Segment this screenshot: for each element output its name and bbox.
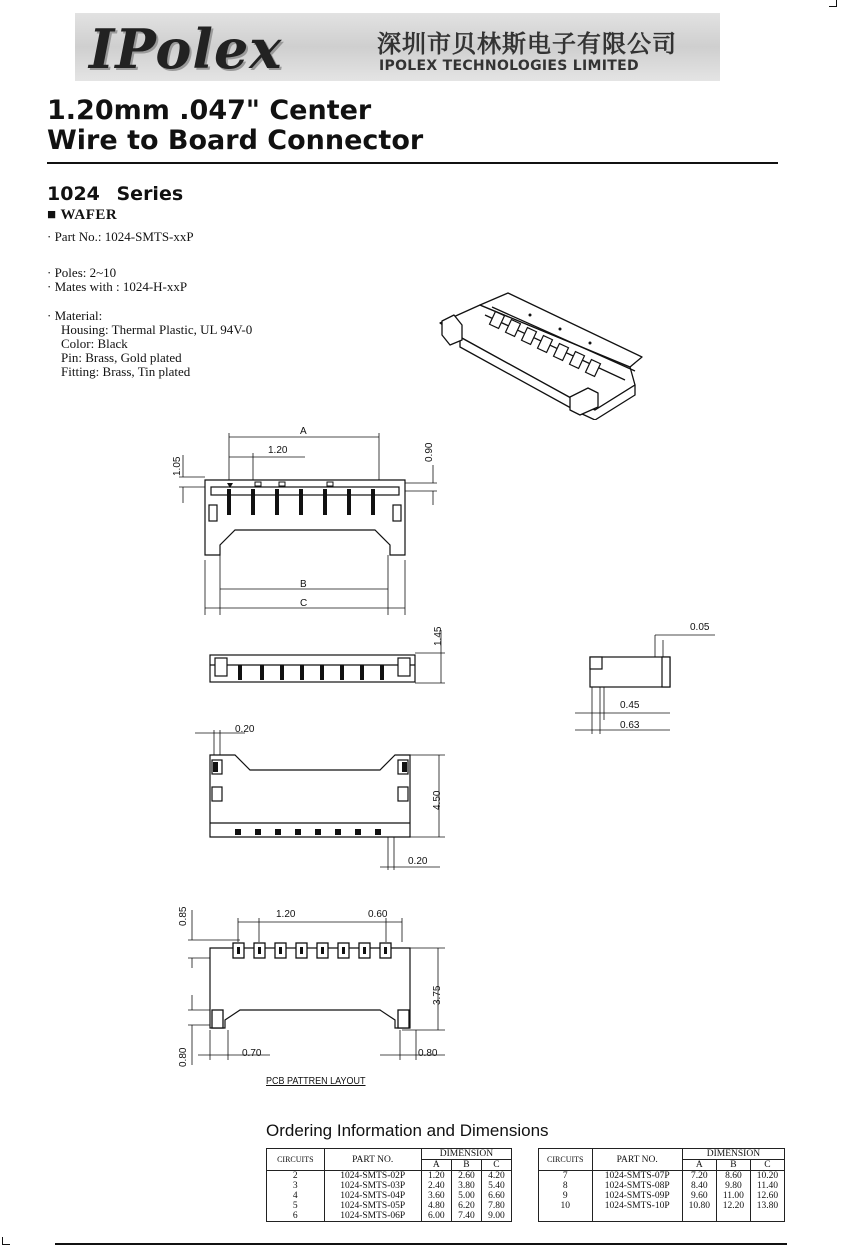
- dim-0-90: 0.90: [424, 442, 435, 462]
- cell-c: 7.80: [481, 1201, 511, 1211]
- cell-b: 5.00: [451, 1191, 481, 1201]
- cell-a: 9.60: [682, 1191, 716, 1201]
- ordering-title: Ordering Information and Dimensions: [266, 1121, 549, 1140]
- cell-empty: [716, 1211, 750, 1222]
- spec-fitting: Fitting: Brass, Tin plated: [61, 364, 191, 379]
- dim-pcb-pitch: 1.20: [276, 909, 296, 920]
- company-logo: IPolex: [89, 17, 283, 81]
- cell-c: 12.60: [750, 1191, 784, 1201]
- cell-circuits: 2: [267, 1171, 325, 1182]
- table-row: [267, 1181, 512, 1191]
- spec-housing: Housing: Thermal Plastic, UL 94V-0: [61, 322, 253, 337]
- col-c: C: [481, 1160, 511, 1171]
- company-name-en: IPOLEX TECHNOLOGIES LIMITED: [379, 58, 639, 74]
- cell-b: 3.80: [451, 1181, 481, 1191]
- spec-mates: · Mates with : 1024-H-xxP: [47, 279, 188, 294]
- ordering-table-left: [266, 1148, 512, 1222]
- cell-a: 4.80: [421, 1201, 451, 1211]
- pcb-layout-drawing: [180, 900, 450, 1070]
- table-row: [267, 1211, 512, 1222]
- dim-0-20-bottom: 0.20: [408, 856, 428, 867]
- cell-c: 4.20: [481, 1171, 511, 1182]
- col-dimension: DIMENSION: [421, 1149, 511, 1160]
- cell-a: 7.20: [682, 1171, 716, 1182]
- side-view-drawing: [575, 630, 715, 740]
- footer-divider: [55, 1243, 787, 1245]
- spec-pin: Pin: Brass, Gold plated: [61, 350, 182, 365]
- cell-b: 2.60: [451, 1171, 481, 1182]
- dim-0-80-left: 0.80: [178, 1047, 189, 1067]
- cell-c: 6.60: [481, 1191, 511, 1201]
- cell-c: 10.20: [750, 1171, 784, 1182]
- cell-c: 11.40: [750, 1181, 784, 1191]
- cell-part: 1024-SMTS-04P: [324, 1191, 421, 1201]
- cell-a: 6.00: [421, 1211, 451, 1222]
- cell-c: 5.40: [481, 1181, 511, 1191]
- col-part-no: PART NO.: [324, 1149, 421, 1171]
- col-b: B: [451, 1160, 481, 1171]
- cell-circuits: 10: [539, 1201, 593, 1211]
- series-heading: 1024 Series: [47, 183, 184, 205]
- dim-pitch: 1.20: [268, 445, 288, 456]
- table-row: [539, 1191, 785, 1201]
- title-divider: [47, 162, 778, 164]
- ordering-table-right: [538, 1148, 785, 1222]
- table-row: [539, 1181, 785, 1191]
- front-view-drawing: [205, 620, 455, 690]
- dim-3-75: 3.75: [432, 985, 443, 1005]
- table-row: [267, 1201, 512, 1211]
- dim-c: C: [300, 598, 308, 609]
- dim-0-45: 0.45: [620, 700, 640, 711]
- dim-0-05: 0.05: [690, 622, 710, 633]
- table-row: [539, 1211, 785, 1222]
- page-title-line2: Wire to Board Connector: [47, 125, 424, 156]
- cell-part: 1024-SMTS-03P: [324, 1181, 421, 1191]
- spec-poles: · Poles: 2~10: [47, 265, 117, 280]
- col-circuits: CIRCUITS: [267, 1149, 325, 1171]
- cell-part: 1024-SMTS-09P: [592, 1191, 682, 1201]
- cell-empty: [539, 1211, 593, 1222]
- cell-b: 8.60: [716, 1171, 750, 1182]
- cell-a: 8.40: [682, 1181, 716, 1191]
- cell-b: 6.20: [451, 1201, 481, 1211]
- cell-circuits: 6: [267, 1211, 325, 1222]
- cell-c: 9.00: [481, 1211, 511, 1222]
- cell-part: 1024-SMTS-07P: [592, 1171, 682, 1182]
- company-name-cn: 深圳市贝林斯电子有限公司: [377, 30, 677, 58]
- page-title-line1: 1.20mm .047" Center: [47, 95, 372, 126]
- bottom-view-drawing: [195, 725, 445, 875]
- cell-circuits: 9: [539, 1191, 593, 1201]
- cell-circuits: 5: [267, 1201, 325, 1211]
- cell-circuits: 3: [267, 1181, 325, 1191]
- cell-b: 9.80: [716, 1181, 750, 1191]
- header-banner: [75, 13, 720, 81]
- cell-a: 3.60: [421, 1191, 451, 1201]
- col-c: C: [750, 1160, 784, 1171]
- table-row: [267, 1171, 512, 1182]
- cell-b: 11.00: [716, 1191, 750, 1201]
- dim-b: B: [300, 579, 307, 590]
- cell-circuits: 7: [539, 1171, 593, 1182]
- section-heading: ■ WAFER: [47, 207, 118, 223]
- dim-0-20-top: 0.20: [235, 724, 255, 735]
- dim-1-45: 1.45: [433, 626, 444, 646]
- connector-3d-view: [430, 285, 650, 420]
- dim-0-80-right: 0.80: [418, 1048, 438, 1059]
- col-a: A: [421, 1160, 451, 1171]
- cell-part: 1024-SMTS-10P: [592, 1201, 682, 1211]
- cell-b: 12.20: [716, 1201, 750, 1211]
- cell-b: 7.40: [451, 1211, 481, 1222]
- corner-mark-bottom-left-h: [2, 1244, 10, 1245]
- col-part-no: PART NO.: [592, 1149, 682, 1171]
- cell-empty: [682, 1211, 716, 1222]
- table-row: [539, 1171, 785, 1182]
- cell-circuits: 4: [267, 1191, 325, 1201]
- table-row: [267, 1191, 512, 1201]
- cell-empty: [592, 1211, 682, 1222]
- cell-c: 13.80: [750, 1201, 784, 1211]
- spec-material: · Material:: [47, 308, 103, 323]
- cell-empty: [750, 1211, 784, 1222]
- cell-part: 1024-SMTS-06P: [324, 1211, 421, 1222]
- cell-a: 2.40: [421, 1181, 451, 1191]
- dim-1-05: 1.05: [172, 456, 183, 476]
- col-b: B: [716, 1160, 750, 1171]
- dim-0-85: 0.85: [178, 906, 189, 926]
- cell-part: 1024-SMTS-02P: [324, 1171, 421, 1182]
- col-dimension: DIMENSION: [682, 1149, 784, 1160]
- col-a: A: [682, 1160, 716, 1171]
- cell-part: 1024-SMTS-05P: [324, 1201, 421, 1211]
- col-circuits: CIRCUITS: [539, 1149, 593, 1171]
- table-row: [539, 1201, 785, 1211]
- dim-0-60: 0.60: [368, 909, 388, 920]
- top-view-drawing: [165, 425, 455, 625]
- cell-a: 1.20: [421, 1171, 451, 1182]
- spec-color: Color: Black: [61, 336, 128, 351]
- spec-part-no: · Part No.: 1024-SMTS-xxP: [47, 229, 194, 244]
- dim-a: A: [300, 426, 307, 437]
- pcb-layout-label: PCB PATTREN LAYOUT: [266, 1076, 366, 1087]
- dim-0-70: 0.70: [242, 1048, 262, 1059]
- dim-4-50: 4.50: [432, 790, 443, 810]
- cell-part: 1024-SMTS-08P: [592, 1181, 682, 1191]
- corner-mark-top-right-h: [829, 6, 837, 7]
- cell-circuits: 8: [539, 1181, 593, 1191]
- dim-0-63: 0.63: [620, 720, 640, 731]
- cell-a: 10.80: [682, 1201, 716, 1211]
